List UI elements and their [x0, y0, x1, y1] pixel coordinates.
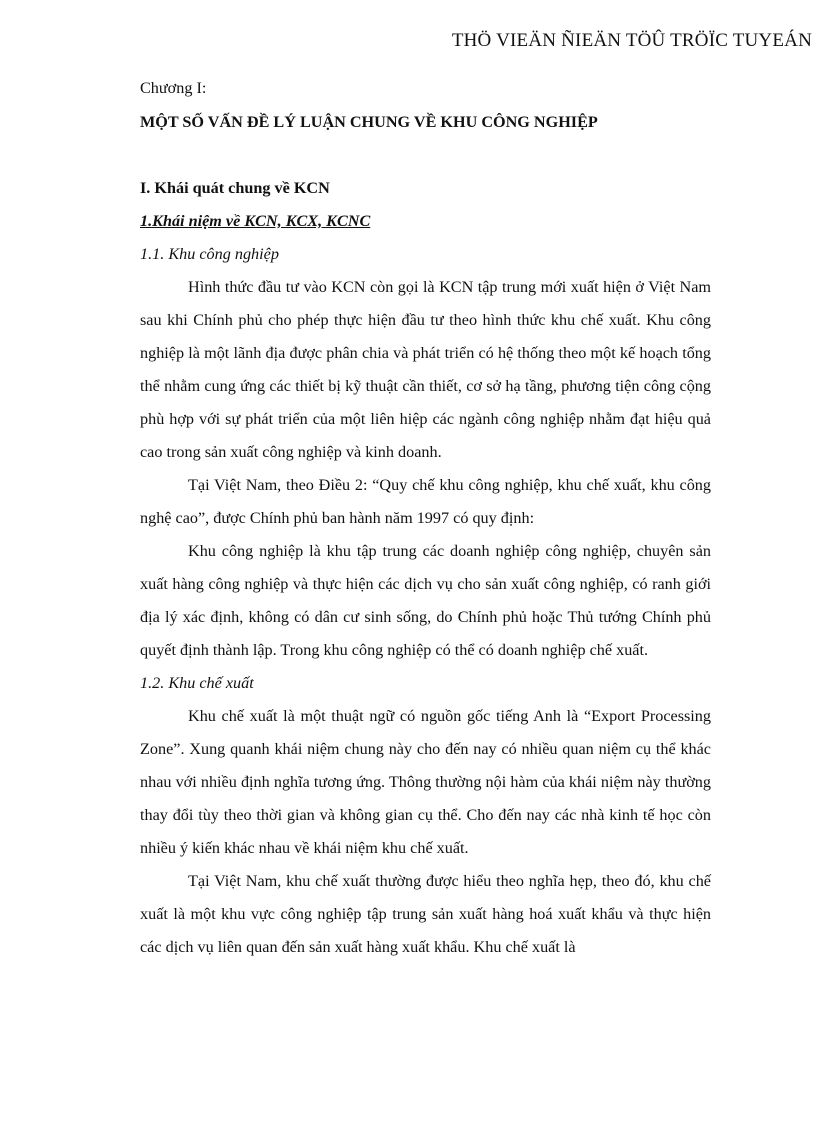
sub-subsection-heading-1-1: 1.1. Khu công nghiệp — [140, 245, 279, 263]
paragraph: Tại Việt Nam, theo Điều 2: “Quy chế khu công nghiệp, khu chế xuất, khu công nghệ cao”, được Chính phủ ban hành năm 1997 có quy định: — [140, 476, 711, 527]
chapter-title: MỘT SỐ VẤN ĐỀ LÝ LUẬN CHUNG VỀ KHU CÔNG NGHIỆP — [140, 113, 598, 131]
paragraph: Khu công nghiệp là khu tập trung các doanh nghiệp công nghiệp, chuyên sản xuất hàng công nghiệp và thực hiện các dịch vụ cho sản xuất công nghiệp, có ranh giới địa lý xác định, không có dân cư sinh sống, do Chính phủ hoặc Thủ tướng Chính phủ quyết định thành lập. Trong khu công nghiệp có thể có doanh nghiệp chế xuất. — [140, 542, 711, 659]
sub-subsection-heading-1-2: 1.2. Khu chế xuất — [140, 674, 254, 692]
paragraph: Hình thức đầu tư vào KCN còn gọi là KCN tập trung mới xuất hiện ở Việt Nam sau khi Chính phủ cho phép thực hiện đầu tư theo hình thức khu chế xuất. Khu công nghiệp là một lãnh địa được phân chia và phát triển có hệ thống theo một kế hoạch tổng thể nhằm cung ứng các thiết bị kỹ thuật cần thiết, cơ sở hạ tầng, phương tiện công cộng phù hợp với sự phát triển của một liên hiệp các ngành công nghiệp nhằm đạt hiệu quả cao trong sản xuất công nghiệp và kinh doanh. — [140, 278, 711, 461]
page-header: THÖ VIEÄN ÑIEÄN TÖÛ TRÖÏC TUYEÁN — [451, 30, 812, 51]
paragraph: Khu chế xuất là một thuật ngữ có nguồn gốc tiếng Anh là “Export Processing Zone”. Xung quanh khái niệm chung này cho đến nay có nhiều quan niệm cụ thể khác nhau với nhiều định nghĩa tương ứng. Thông thường nội hàm của khái niệm này thường thay đổi tùy theo thời gian và không gian cụ thể. Cho đến nay các nhà kinh tế học còn nhiều ý kiến khác nhau về khái niệm khu chế xuất. — [140, 707, 711, 857]
subsection-heading: 1.Khái niệm về KCN, KCX, KCNC — [140, 212, 371, 230]
document-body — [140, 72, 711, 964]
chapter-label: Chương I: — [140, 79, 207, 97]
paragraph: Tại Việt Nam, khu chế xuất thường được hiểu theo nghĩa hẹp, theo đó, khu chế xuất là một khu vực công nghiệp tập trung sản xuất hàng hoá xuất khẩu và thực hiện các dịch vụ liên quan đến sản xuất hàng xuất khẩu. Khu chế xuất là — [140, 872, 711, 956]
section-heading: I. Khái quát chung về KCN — [140, 179, 330, 197]
